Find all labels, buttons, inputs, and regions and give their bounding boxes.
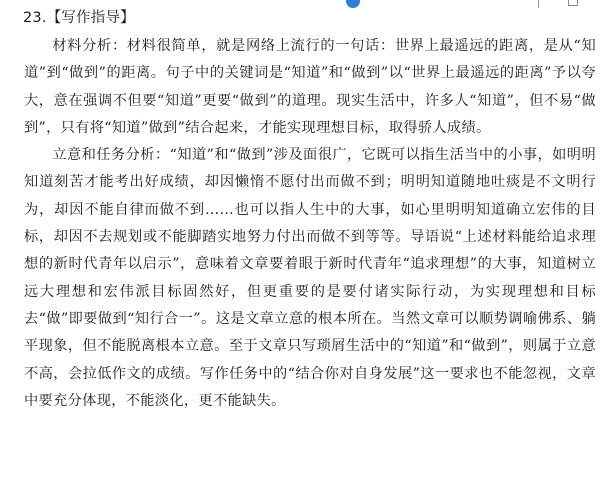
theme-task-analysis-paragraph: 立意和任务分析：“知道”和“做到”涉及面很广，它既可以指生活当中的小事，如明明知道刻苦才能考出好成绩，却因懒惰不愿付出而做不到；明明知道随地吐痰是不文明行为，却因不能自律而做不到……也可以指人生中的大事，如心里明明知道确立宏伟的目标，却因不去规划或不能脚踏实地努力付出而做不到等等。导语说“上述材料能给追求理想的新时代青年以启示”，意味着文章要着眼于新时代青年“追求理想”的大事，知道树立远大理想和宏伟派目标固然好，但更重要的是要付诸实际行动，为实现理想和目标去“做”即要做到“知行合一”。这是文章立意的根本所在。当然文章可以顺势调喻佛系、躺平现象，但不能脱离根本立意。至于文章只写琐屑生活中的“知道”和“做到”，则属于立意不高，会拉低作文的成绩。写作任务中的“结合你对自身发展”这一要求也不能忽视，文章中要充分体现，不能淡化，更不能缺失。: [24, 147, 596, 409]
window-control-icon[interactable]: [568, 0, 578, 6]
document-body: [24, 8, 596, 415]
section-heading: 23.【写作指导】: [23, 10, 135, 26]
material-analysis-paragraph: 材料分析：材料很简单，就是网络上流行的一句话：世界上最遥远的距离，是从“知道”到“做到”的距离。句子中的关键词是“知道”和“做到”以“世界上最遥远的距离”予以夸大，意在强调不但要“知道”更要“做到”的道理。现实生活中，许多人“知道”，但不易“做到”，只有将“知道”做到”结合起来，才能实现理想目标，取得骄人成绩。: [24, 38, 596, 136]
browser-tab-icon[interactable]: [346, 0, 360, 8]
toolbar-divider: [538, 0, 539, 8]
window-top-strip: [0, 0, 607, 8]
